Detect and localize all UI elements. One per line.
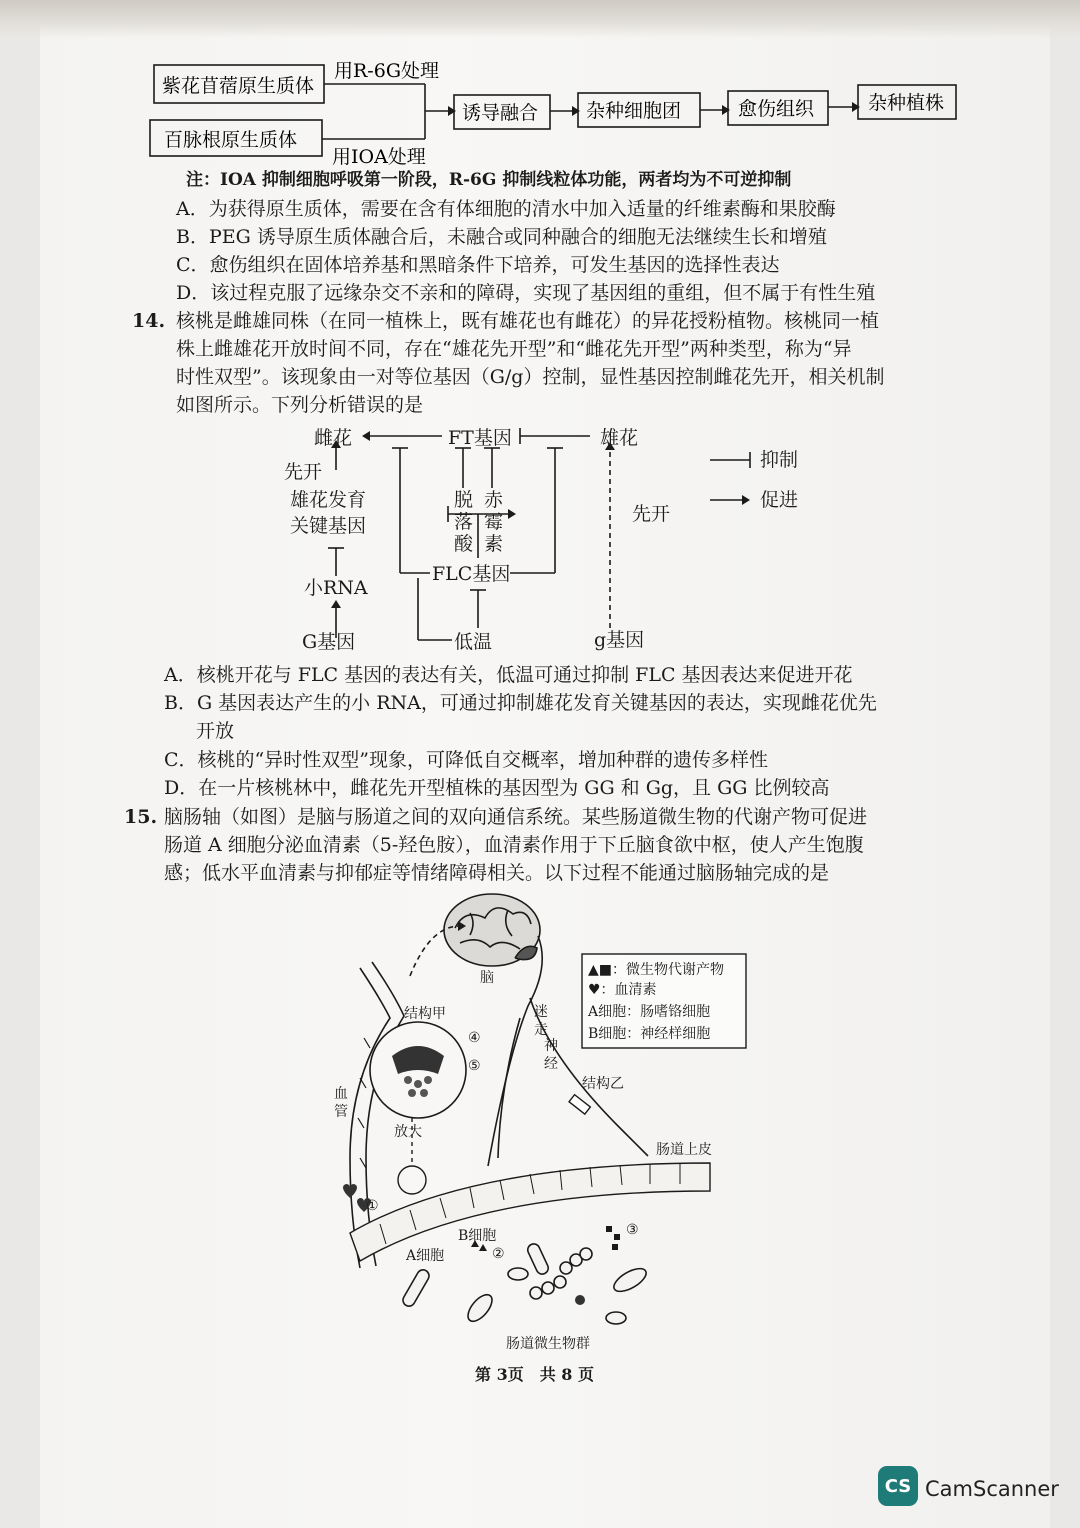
ga-char-1: 赤 <box>484 489 504 511</box>
aba-char-3: 酸 <box>454 533 474 555</box>
key-gene-line2: 关键基因 <box>290 515 367 537</box>
first-open-left-label: 先开 <box>284 461 323 483</box>
female-flower-label: 雌花 <box>314 427 353 449</box>
vagus-char3: 神 <box>544 1038 558 1054</box>
aba-char-1: 脱 <box>454 489 474 511</box>
legend-promote-label: 促进 <box>760 489 799 511</box>
num2-label: ② <box>492 1246 505 1262</box>
ft-gene-label: FT基因 <box>448 427 512 449</box>
q13-option-d: D．该过程克服了远缘杂交不亲和的障碍，实现了基因组的重组，但不属于有性生殖 <box>176 282 876 304</box>
vagus-char2: 走 <box>534 1022 548 1038</box>
q14-stem-line2: 株上雌雄花开放时间不同，存在“雄花先开型”和“雌花先开型”两种类型，称为“异 <box>176 338 852 360</box>
aba-char-2: 落 <box>454 511 474 533</box>
num4-label: ④ <box>468 1030 481 1046</box>
q13-option-c: C．愈伤组织在固体培养基和黑暗条件下培养，可发生基因的选择性表达 <box>176 254 780 276</box>
q13-option-b: B．PEG 诱导原生质体融合后，未融合或同种融合的细胞无法继续生长和增殖 <box>176 226 827 248</box>
q14-option-c: C．核桃的“异时性双型”现象，可降低自交概率，增加种群的遗传多样性 <box>164 749 768 771</box>
walnut-flowering-mechanism-diagram <box>270 418 830 658</box>
box-hybrid-mass-label: 杂种细胞团 <box>586 100 682 122</box>
num3-label: ③ <box>626 1222 639 1238</box>
flc-gene-label: FLC基因 <box>432 563 511 585</box>
g-dominant-label: G基因 <box>302 631 356 653</box>
q14-option-a: A．核桃开花与 FLC 基因的表达有关，低温可通过抑制 FLC 基因表达来促进开花 <box>164 664 853 686</box>
vagus-char1: 迷 <box>534 1004 548 1020</box>
blood-vessel-char2: 管 <box>334 1104 348 1120</box>
num1-label: ① <box>366 1198 379 1214</box>
ga-char-3: 素 <box>484 533 504 555</box>
magnify-label: 放大 <box>394 1124 422 1140</box>
q14-stem-line4: 如图所示。下列分析错误的是 <box>176 394 424 416</box>
box-fusion-label: 诱导融合 <box>462 102 539 124</box>
legend-item-4: B细胞：神经样细胞 <box>588 1026 711 1042</box>
page-footer: 第 3页 共 8 页 <box>475 1365 594 1384</box>
microbiota-label: 肠道微生物群 <box>506 1336 590 1352</box>
key-gene-line1: 雄花发育 <box>290 489 367 511</box>
brain-label: 脑 <box>480 970 494 986</box>
q15-stem-line2: 肠道 A 细胞分泌血清素（5-羟色胺），血清素作用于下丘脑食欲中枢，使人产生饱腹 <box>164 834 864 856</box>
q13-option-a: A．为获得原生质体，需要在含有体细胞的清水中加入适量的纤维素酶和果胶酶 <box>176 198 836 220</box>
b-cell-label: B细胞 <box>458 1228 497 1244</box>
ga-char-2: 霉 <box>484 511 504 533</box>
vagus-char4: 经 <box>544 1056 558 1072</box>
q14-option-b: B．G 基因表达产生的小 RNA，可通过抑制雄花发育关键基因的表达，实现雌花优先 <box>164 692 877 714</box>
q15-number: 15. <box>124 806 158 828</box>
protoplast-fusion-flowchart <box>140 55 970 170</box>
small-rna-label: 小RNA <box>304 577 368 599</box>
camscanner-logo-icon: CS <box>878 1466 918 1506</box>
num5-label: ⑤ <box>468 1058 481 1074</box>
a-cell-label: A细胞 <box>406 1248 445 1264</box>
q14-option-b-cont: 开放 <box>196 720 235 742</box>
male-flower-label: 雄花 <box>600 427 639 449</box>
blood-vessel-char1: 血 <box>334 1086 348 1102</box>
structure-a-label: 结构甲 <box>404 1006 446 1022</box>
structure-b-shape <box>569 1095 590 1114</box>
q15-stem-line3: 感；低水平血清素与抑郁症等情绪障碍相关。以下过程不能通过脑肠轴完成的是 <box>164 862 830 884</box>
structure-b-label: 结构乙 <box>582 1076 624 1092</box>
box-baimai-label: 百脉根原生质体 <box>164 129 298 151</box>
box-hybrid-plant-label: 杂种植株 <box>868 92 945 114</box>
brain-gut-axis-diagram <box>320 888 760 1358</box>
q15-stem-line1: 脑肠轴（如图）是脑与肠道之间的双向通信系统。某些肠道微生物的代谢产物可促进 <box>164 806 868 828</box>
first-open-right-label: 先开 <box>632 503 671 525</box>
g-recessive-label: g基因 <box>594 629 645 651</box>
legend-item-3: A细胞：肠嗜铬细胞 <box>588 1004 711 1020</box>
r6g-treatment-label: 用R-6G处理 <box>334 60 439 82</box>
q13-note: 注：IOA 抑制细胞呼吸第一阶段，R-6G 抑制线粒体功能，两者均为不可逆抑制 <box>186 170 792 190</box>
epithelium-label: 肠道上皮 <box>656 1142 712 1158</box>
q14-option-d: D．在一片核桃林中，雌花先开型植株的基因型为 GG 和 Gg，且 GG 比例较高 <box>164 777 830 799</box>
scan-top-shadow <box>0 0 1080 38</box>
legend-item-1: ▲■：微生物代谢产物 <box>588 962 724 978</box>
box-callus-label: 愈伤组织 <box>738 98 815 120</box>
q14-stem-line3: 时性双型”。该现象由一对等位基因（G/g）控制，显性基因控制雌花先开，相关机制 <box>176 366 885 388</box>
low-temp-label: 低温 <box>454 631 493 653</box>
camscanner-watermark: CamScanner <box>925 1477 1059 1501</box>
legend-inhibit-label: 抑制 <box>760 449 799 471</box>
q14-stem-line1: 核桃是雌雄同株（在同一植株上，既有雄花也有雌花）的异花授粉植物。核桃同一植 <box>176 310 880 332</box>
box-alfalfa-label: 紫花苜蓿原生质体 <box>162 75 315 97</box>
q14-number: 14. <box>132 310 166 332</box>
ioa-treatment-label: 用IOA处理 <box>332 146 426 168</box>
legend-item-2: ♥：血清素 <box>588 982 657 998</box>
